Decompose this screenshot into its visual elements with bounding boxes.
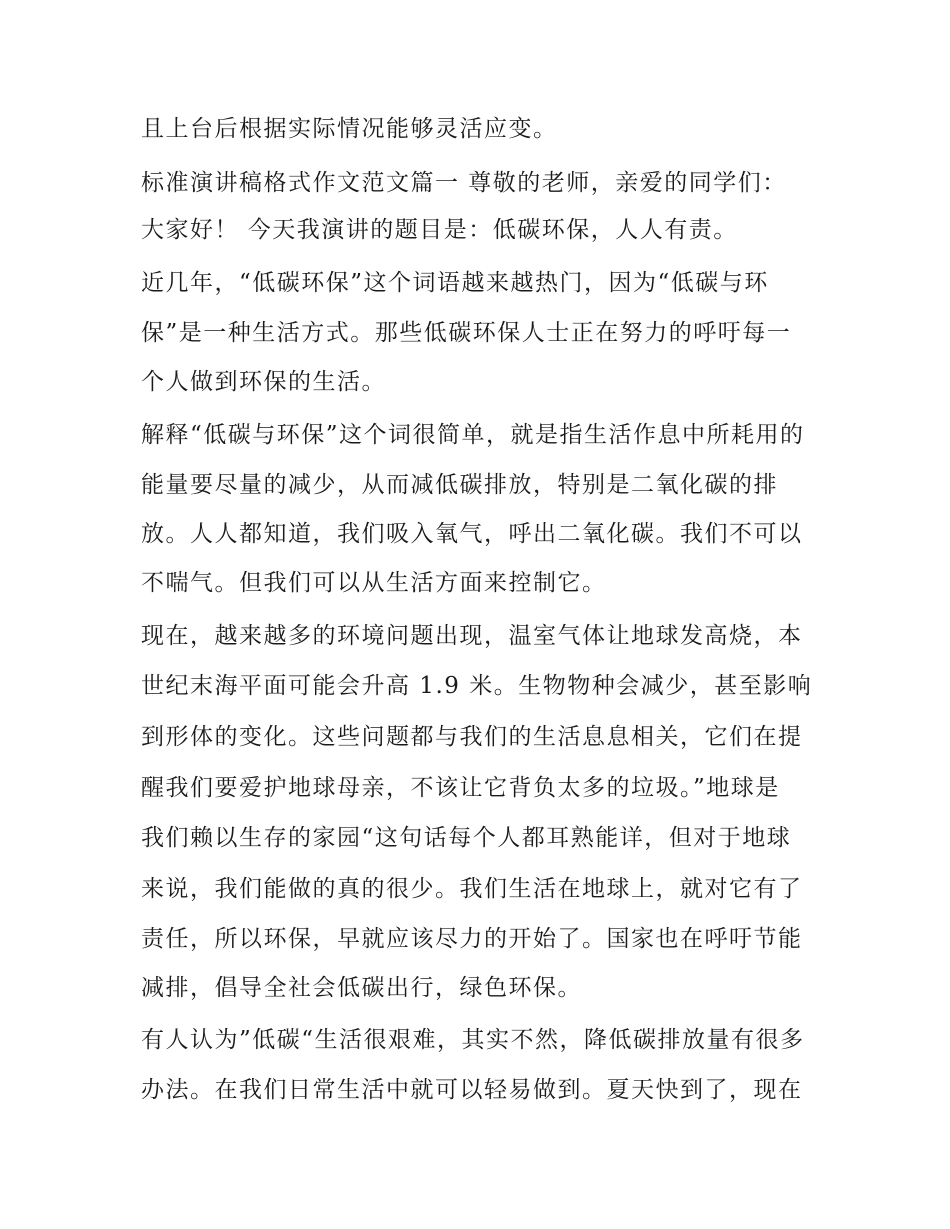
text-line: 减排，倡导全社会低碳出行，绿色环保。: [141, 975, 582, 1001]
text-line: 标准演讲稿格式作文范文篇一 尊敬的老师，亲爱的同学们：: [141, 170, 787, 196]
text-line: 近几年，“低碳环保”这个词语越来越热门，因为“低碳与环: [141, 270, 769, 296]
text-line: 有人认为”低碳“生活很艰难，其实不然，降低碳排放量有很多: [141, 1027, 805, 1053]
text-line: 来说，我们能做的真的很少。我们生活在地球上，就对它有了: [141, 876, 803, 902]
text-line: 责任，所以环保，早就应该尽力的开始了。国家也在呼吁节能: [141, 926, 803, 952]
text-line: 能量要尽量的减少，从而减低碳排放，特别是二氧化碳的排: [141, 472, 778, 498]
text-line: 大家好！ 今天我演讲的题目是：低碳环保，人人有责。: [141, 217, 738, 243]
text-line: 世纪末海平面可能会升高 1.9 米。生物物种会减少，甚至影响: [141, 673, 813, 699]
text-line: 我们赖以生存的家园“这句话每个人都耳熟能详，但对于地球: [141, 825, 792, 851]
text-line: 醒我们要爱护地球母亲，不该让它背负太多的垃圾。”地球是: [141, 775, 780, 801]
text-line: 办法。在我们日常生活中就可以轻易做到。夏天快到了，现在: [141, 1077, 803, 1103]
text-line: 解释“低碳与环保”这个词很简单，就是指生活作息中所耗用的: [141, 422, 805, 448]
text-line: 保”是一种生活方式。那些低碳环保人士正在努力的呼吁每一: [141, 320, 792, 346]
text-line: 到形体的变化。这些问题都与我们的生活息息相关，它们在提: [141, 724, 803, 750]
text-line: 且上台后根据实际情况能够灵活应变。: [141, 116, 558, 142]
text-line: 个人做到环保的生活。: [141, 369, 386, 395]
text-line: 放。人人都知道，我们吸入氧气，呼出二氧化碳。我们不可以: [141, 521, 803, 547]
text-line: 现在，越来越多的环境问题出现，温室气体让地球发高烧，本: [141, 623, 803, 649]
text-line: 不喘气。但我们可以从生活方面来控制它。: [141, 570, 607, 596]
